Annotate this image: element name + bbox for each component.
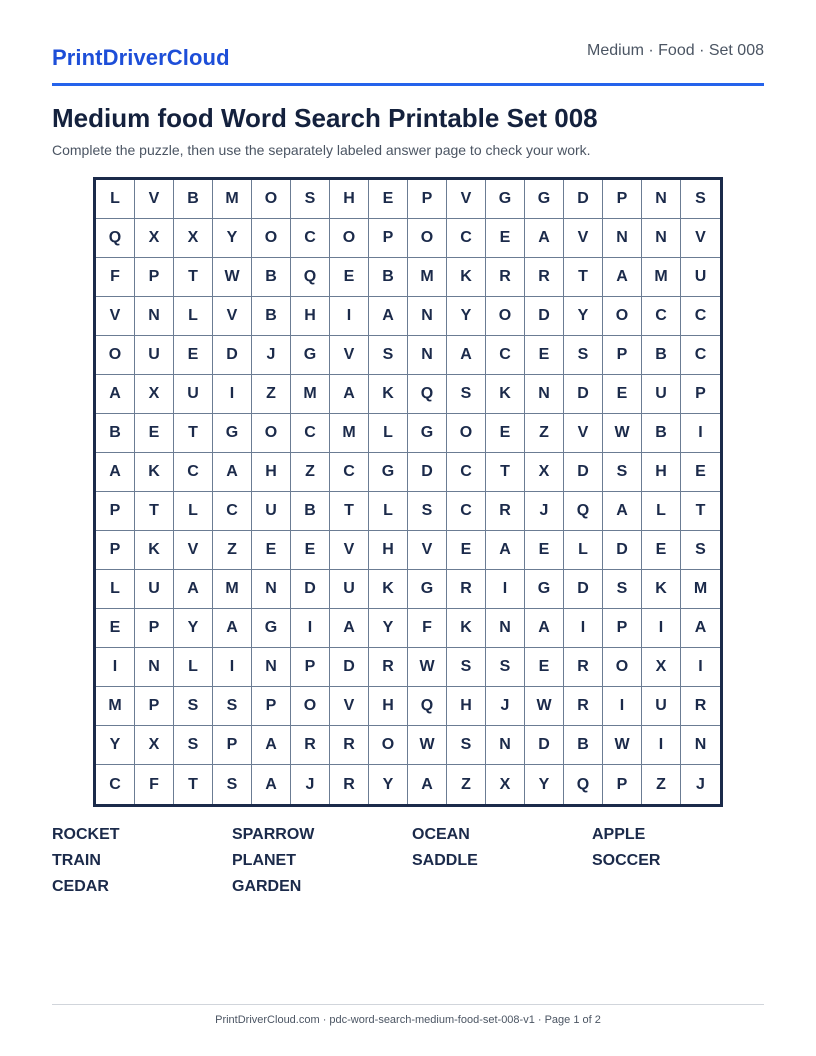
grid-cell: M xyxy=(291,375,330,414)
word-list-item: TRAIN xyxy=(52,852,101,869)
grid-cell: E xyxy=(135,414,174,453)
grid-cell: V xyxy=(330,687,369,726)
grid-cell: H xyxy=(447,687,486,726)
grid-cell: S xyxy=(603,570,642,609)
grid-cell: P xyxy=(213,726,252,765)
grid-cell: E xyxy=(291,531,330,570)
grid-cell: L xyxy=(564,531,603,570)
grid-cell: S xyxy=(291,180,330,219)
grid-cell: V xyxy=(447,180,486,219)
page-subtitle: Complete the puzzle, then use the separately labeled answer page to check your work. xyxy=(52,142,591,158)
grid-cell: S xyxy=(213,687,252,726)
grid-cell: C xyxy=(681,297,720,336)
grid-cell: D xyxy=(564,375,603,414)
grid-cell: Y xyxy=(96,726,135,765)
grid-cell: W xyxy=(408,648,447,687)
grid-cell: K xyxy=(369,570,408,609)
grid-cell: K xyxy=(486,375,525,414)
word-search-grid xyxy=(93,177,723,807)
grid-cell: B xyxy=(174,180,213,219)
grid-cell: V xyxy=(408,531,447,570)
grid-cell: W xyxy=(603,414,642,453)
grid-cell: Y xyxy=(369,765,408,804)
grid-cell: D xyxy=(525,726,564,765)
grid-cell: Y xyxy=(447,297,486,336)
grid-cell: W xyxy=(603,726,642,765)
grid-cell: K xyxy=(369,375,408,414)
grid-cell: J xyxy=(525,492,564,531)
grid-cell: P xyxy=(603,336,642,375)
word-list-item: OCEAN xyxy=(412,826,470,843)
grid-cell: C xyxy=(447,219,486,258)
grid-cell: D xyxy=(408,453,447,492)
grid-cell: B xyxy=(96,414,135,453)
grid-cell: L xyxy=(174,492,213,531)
grid-cell: E xyxy=(252,531,291,570)
grid-cell: Q xyxy=(564,492,603,531)
grid-cell: F xyxy=(135,765,174,804)
word-list-item: CEDAR xyxy=(52,878,109,895)
grid-cell: P xyxy=(603,180,642,219)
grid-cell: A xyxy=(681,609,720,648)
grid-cell: P xyxy=(603,609,642,648)
brand-logo[interactable]: PrintDriverCloud xyxy=(52,45,230,70)
grid-cell: E xyxy=(525,648,564,687)
grid-cell: V xyxy=(564,414,603,453)
grid-cell: D xyxy=(564,453,603,492)
grid-cell: Z xyxy=(525,414,564,453)
grid-cell: N xyxy=(642,219,681,258)
grid-cell: Z xyxy=(447,765,486,804)
grid-cell: A xyxy=(174,570,213,609)
grid-cell: B xyxy=(564,726,603,765)
page-footer: PrintDriverCloud.com · pdc-word-search-medium-food-set-008-v1 · Page 1 of 2 xyxy=(52,1004,764,1026)
grid-cell: D xyxy=(213,336,252,375)
grid-cell: J xyxy=(696,775,705,793)
grid-cell: D xyxy=(330,648,369,687)
grid-cell: X xyxy=(525,453,564,492)
grid-cell: X xyxy=(642,648,681,687)
grid-cell: O xyxy=(408,219,447,258)
grid-cell: H xyxy=(369,531,408,570)
grid-cell: O xyxy=(330,219,369,258)
grid-cell: I xyxy=(564,609,603,648)
grid-cell: E xyxy=(642,531,681,570)
grid-cell: D xyxy=(564,180,603,219)
grid-cell: S xyxy=(603,453,642,492)
grid-cell: L xyxy=(369,414,408,453)
grid-cell: A xyxy=(525,219,564,258)
grid-cell: S xyxy=(681,531,720,570)
grid-cell: Q xyxy=(291,258,330,297)
grid-cell: I xyxy=(642,609,681,648)
grid-cell: M xyxy=(330,414,369,453)
grid-cell: R xyxy=(330,765,369,804)
grid-cell: Q xyxy=(96,219,135,258)
grid-cell: G xyxy=(408,414,447,453)
breadcrumb: Medium · Food · Set 008 xyxy=(587,42,764,59)
word-list-item: SADDLE xyxy=(412,852,478,869)
grid-cell: C xyxy=(681,336,720,375)
grid-cell: O xyxy=(252,414,291,453)
grid-cell: M xyxy=(213,570,252,609)
grid-cell: K xyxy=(642,570,681,609)
grid-cell: D xyxy=(564,570,603,609)
grid-cell: Q xyxy=(564,765,603,804)
grid-cell: T xyxy=(486,453,525,492)
word-list-item: SPARROW xyxy=(232,826,315,843)
grid-cell: R xyxy=(486,492,525,531)
grid-cell: I xyxy=(603,687,642,726)
grid-cell: O xyxy=(603,297,642,336)
grid-cell: A xyxy=(96,375,135,414)
grid-cell: O xyxy=(252,180,291,219)
grid-cell: R xyxy=(681,687,720,726)
grid-cell: I xyxy=(213,648,252,687)
grid-cell: X xyxy=(486,765,525,804)
grid-cell: J xyxy=(291,765,330,804)
grid-cell: Y xyxy=(369,609,408,648)
grid-cell: S xyxy=(174,687,213,726)
grid-cell: J xyxy=(252,336,291,375)
grid-cell: G xyxy=(252,609,291,648)
grid-cell: H xyxy=(252,453,291,492)
grid-cell: G xyxy=(369,453,408,492)
grid-cell: E xyxy=(525,531,564,570)
grid-cell: O xyxy=(291,687,330,726)
grid-cell: I xyxy=(213,375,252,414)
grid-cell: B xyxy=(369,258,408,297)
grid-cell: O xyxy=(603,648,642,687)
grid-cell: E xyxy=(96,609,135,648)
grid-cell: E xyxy=(369,180,408,219)
grid-cell: V xyxy=(213,297,252,336)
grid-cell: T xyxy=(174,258,213,297)
grid-cell: L xyxy=(174,648,213,687)
grid-cell: A xyxy=(213,609,252,648)
grid-cell: P xyxy=(96,531,135,570)
grid-cell: E xyxy=(603,375,642,414)
grid-cell: B xyxy=(291,492,330,531)
grid-cell: C xyxy=(291,414,330,453)
grid-cell: A xyxy=(330,609,369,648)
grid-cell: G xyxy=(486,180,525,219)
page-header xyxy=(52,40,764,86)
grid-cell: N xyxy=(408,336,447,375)
grid-cell: C xyxy=(330,453,369,492)
grid-cell: P xyxy=(135,609,174,648)
grid-cell: H xyxy=(369,687,408,726)
grid-cell: P xyxy=(681,375,720,414)
grid-cell: M xyxy=(642,258,681,297)
grid-cell: U xyxy=(135,336,174,375)
grid-cell: W xyxy=(525,687,564,726)
grid-cell: S xyxy=(447,648,486,687)
grid-cell: Z xyxy=(642,765,681,804)
grid-cell: T xyxy=(174,414,213,453)
grid-cell: A xyxy=(252,765,291,804)
grid-cell: N xyxy=(603,219,642,258)
grid-cell: S xyxy=(564,336,603,375)
grid-cell: C xyxy=(96,765,135,804)
grid-cell: X xyxy=(174,219,213,258)
grid-cell: X xyxy=(135,219,174,258)
grid-cell: V xyxy=(564,219,603,258)
word-list xyxy=(52,825,772,903)
grid-cell: S xyxy=(681,180,720,219)
page-title: Medium food Word Search Printable Set 008 xyxy=(52,103,598,133)
grid-cell: M xyxy=(213,180,252,219)
grid-cell: I xyxy=(330,297,369,336)
grid-cell: L xyxy=(642,492,681,531)
grid-cell: L xyxy=(96,180,135,219)
grid-cell: E xyxy=(486,414,525,453)
grid-cell: R xyxy=(291,726,330,765)
grid-cell: E xyxy=(174,336,213,375)
grid-cell: M xyxy=(408,258,447,297)
grid-cell: U xyxy=(135,570,174,609)
grid-cell: C xyxy=(447,453,486,492)
grid-cell: G xyxy=(213,414,252,453)
grid-cell: N xyxy=(486,609,525,648)
grid-cell: D xyxy=(525,297,564,336)
grid-cell: I xyxy=(642,726,681,765)
grid-cell: G xyxy=(525,570,564,609)
grid-cell: S xyxy=(369,336,408,375)
grid-cell: L xyxy=(174,297,213,336)
grid-cell: P xyxy=(252,687,291,726)
grid-cell: K xyxy=(447,609,486,648)
grid-cell: Y xyxy=(174,609,213,648)
grid-cell: P xyxy=(135,687,174,726)
grid-cell: J xyxy=(486,687,525,726)
grid-cell: A xyxy=(369,297,408,336)
grid-cell: C xyxy=(291,219,330,258)
grid-cell: K xyxy=(135,453,174,492)
grid-cell: A xyxy=(603,492,642,531)
grid-cell: F xyxy=(408,609,447,648)
grid-cell: L xyxy=(96,570,135,609)
grid-cell: A xyxy=(525,609,564,648)
grid-cell: X xyxy=(135,726,174,765)
grid-cell: O xyxy=(96,336,135,375)
grid-cell: B xyxy=(642,336,681,375)
grid-cell: K xyxy=(135,531,174,570)
grid-cell: U xyxy=(330,570,369,609)
grid-cell: N xyxy=(135,648,174,687)
grid-cell: L xyxy=(369,492,408,531)
grid-cell: R xyxy=(486,258,525,297)
grid-cell: W xyxy=(213,258,252,297)
grid-cell: A xyxy=(96,453,135,492)
grid-cell: V xyxy=(96,297,135,336)
grid-cell: Q xyxy=(408,687,447,726)
grid-cell: C xyxy=(174,453,213,492)
grid-cell: O xyxy=(486,297,525,336)
grid-cell: T xyxy=(330,492,369,531)
grid-cell: O xyxy=(252,219,291,258)
grid-cell: C xyxy=(447,492,486,531)
word-list-item: SOCCER xyxy=(592,852,661,869)
grid-cell: O xyxy=(447,414,486,453)
grid-cell: R xyxy=(369,648,408,687)
grid-cell: N xyxy=(642,180,681,219)
grid-cell: E xyxy=(330,258,369,297)
grid-cell: A xyxy=(447,336,486,375)
grid-cell: R xyxy=(525,258,564,297)
grid-cell: R xyxy=(447,570,486,609)
grid-cell: S xyxy=(486,648,525,687)
grid-cell: C xyxy=(642,297,681,336)
grid-cell: A xyxy=(486,531,525,570)
grid-cell: P xyxy=(603,765,642,804)
grid-cell: Y xyxy=(564,297,603,336)
grid-cell: V xyxy=(135,180,174,219)
grid-cell: N xyxy=(408,297,447,336)
grid-cell: Q xyxy=(408,375,447,414)
grid-cell: A xyxy=(603,258,642,297)
grid-cell: Z xyxy=(252,375,291,414)
grid-cell: Y xyxy=(213,219,252,258)
grid-cell: G xyxy=(525,180,564,219)
grid-cell: U xyxy=(681,258,720,297)
grid-cell: I xyxy=(681,648,720,687)
grid-cell: V xyxy=(681,219,720,258)
grid-cell: I xyxy=(486,570,525,609)
grid-cell: Y xyxy=(525,765,564,804)
grid-cell: U xyxy=(174,375,213,414)
word-list-item: PLANET xyxy=(232,852,296,869)
grid-cell: G xyxy=(291,336,330,375)
grid-cell: B xyxy=(642,414,681,453)
grid-cell: A xyxy=(330,375,369,414)
grid-cell: D xyxy=(603,531,642,570)
grid-cell: O xyxy=(369,726,408,765)
grid-cell: H xyxy=(642,453,681,492)
grid-cell: P xyxy=(135,258,174,297)
grid-cell: S xyxy=(174,726,213,765)
grid-cell: E xyxy=(681,453,720,492)
grid-cell: C xyxy=(213,492,252,531)
grid-cell: Z xyxy=(291,453,330,492)
grid-cell: M xyxy=(681,570,720,609)
grid-cell: U xyxy=(252,492,291,531)
grid-cell: R xyxy=(564,687,603,726)
word-list-item: GARDEN xyxy=(232,878,302,895)
grid-cell: B xyxy=(252,297,291,336)
grid-cell: N xyxy=(252,648,291,687)
grid-cell: P xyxy=(369,219,408,258)
grid-cell: N xyxy=(135,297,174,336)
grid-cell: N xyxy=(681,726,720,765)
grid-cell: V xyxy=(330,336,369,375)
grid-cell: D xyxy=(291,570,330,609)
grid-cell: S xyxy=(447,726,486,765)
word-list-item: ROCKET xyxy=(52,826,120,843)
grid-cell: M xyxy=(96,687,135,726)
grid-cell: B xyxy=(252,258,291,297)
grid-cell: T xyxy=(174,765,213,804)
grid-cell: N xyxy=(252,570,291,609)
grid-cell: U xyxy=(642,375,681,414)
grid-cell: U xyxy=(642,687,681,726)
grid-cell: T xyxy=(564,258,603,297)
grid-cell: V xyxy=(330,531,369,570)
grid-cell: P xyxy=(408,180,447,219)
grid-cell: V xyxy=(174,531,213,570)
grid-cell: S xyxy=(447,375,486,414)
grid-cell: R xyxy=(564,648,603,687)
grid-cell: E xyxy=(525,336,564,375)
grid-cell: G xyxy=(408,570,447,609)
grid-cell: E xyxy=(486,219,525,258)
word-list-item: APPLE xyxy=(592,826,646,843)
grid-cell: A xyxy=(252,726,291,765)
grid-cell: H xyxy=(330,180,369,219)
grid-cell: H xyxy=(291,297,330,336)
grid-cell: I xyxy=(96,648,135,687)
grid-cell: R xyxy=(330,726,369,765)
grid-cell: A xyxy=(213,453,252,492)
grid-cell: F xyxy=(96,258,135,297)
grid-cell: K xyxy=(447,258,486,297)
grid-cell: P xyxy=(291,648,330,687)
grid-cell: P xyxy=(96,492,135,531)
grid-cell: A xyxy=(408,765,447,804)
grid-cell: Z xyxy=(213,531,252,570)
grid-cell: S xyxy=(213,765,252,804)
grid-cell: N xyxy=(486,726,525,765)
grid-cell: T xyxy=(681,492,720,531)
grid-cell: I xyxy=(291,609,330,648)
grid-cell: W xyxy=(408,726,447,765)
grid-cell: T xyxy=(135,492,174,531)
grid-cell: S xyxy=(408,492,447,531)
grid-cell: E xyxy=(447,531,486,570)
grid-cell: N xyxy=(525,375,564,414)
grid-cell: I xyxy=(681,414,720,453)
grid-cell: X xyxy=(135,375,174,414)
grid-cell: C xyxy=(486,336,525,375)
